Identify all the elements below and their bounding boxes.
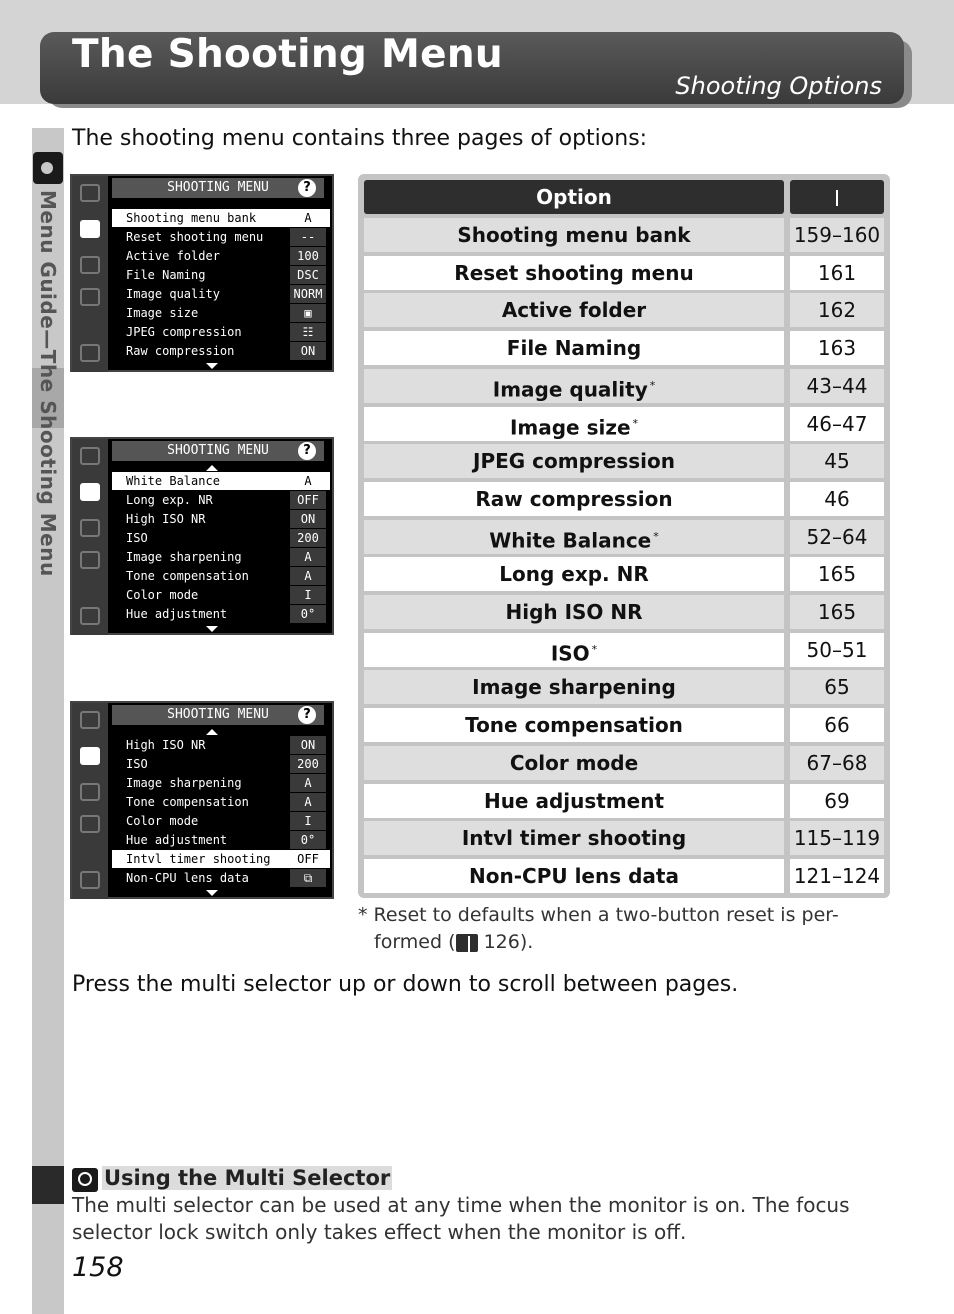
pencil-icon (80, 783, 100, 801)
page-number: 158 (72, 1252, 124, 1283)
scroll-down-icon (206, 890, 218, 896)
option-page: 67–68 (790, 746, 884, 780)
lcd-side-icons (72, 439, 108, 635)
lcd-screen-2 (70, 437, 334, 635)
recent-icon (80, 607, 100, 625)
note-title: Using the Multi Selector (104, 1166, 391, 1190)
lcd-menu-row (112, 247, 330, 265)
lcd-row-name: Raw compression (126, 344, 235, 358)
option-page: 66 (790, 708, 884, 742)
scroll-up-icon (206, 465, 218, 471)
option-page: 163 (790, 331, 884, 365)
book-icon (824, 188, 850, 208)
option-page: 52–64 (790, 520, 884, 554)
lcd-row-value: 0° (290, 831, 326, 849)
book-ref-icon (456, 934, 478, 952)
option-name: Raw compression (364, 482, 784, 516)
table-row (364, 557, 884, 591)
option-name: Active folder (364, 293, 784, 327)
magnifier-note-icon (72, 1168, 98, 1192)
option-name: Image size * (364, 407, 784, 441)
footnote (358, 902, 890, 956)
option-name: Long exp. NR (364, 557, 784, 591)
table-row (364, 784, 884, 818)
lcd-screen-3 (70, 701, 334, 899)
scroll-instruction: Press the multi selector up or down to scroll between pages. (72, 972, 739, 997)
scroll-up-icon (206, 729, 218, 735)
footnote-marker: * (649, 378, 656, 392)
lcd-row-name: Non-CPU lens data (126, 871, 249, 885)
wrench-icon (80, 551, 100, 569)
option-name: Non-CPU lens data (364, 859, 784, 893)
lcd-menu-row (112, 266, 330, 284)
lcd-row-value: A (290, 548, 326, 566)
camera-icon (80, 220, 100, 238)
header-option: Option (364, 180, 784, 214)
lcd-row-name: Shooting menu bank (126, 211, 257, 225)
side-tab-marker-dark (32, 1166, 64, 1204)
lcd-row-name: Color mode (126, 588, 199, 602)
lcd-row-name: Reset shooting menu (126, 230, 264, 244)
option-page: 65 (790, 670, 884, 704)
option-page: 165 (790, 557, 884, 591)
lcd-menu-row (112, 228, 330, 246)
option-name: File Naming (364, 331, 784, 365)
lcd-row-name: Image quality (126, 287, 220, 301)
help-icon: ? (298, 442, 316, 460)
option-name: Color mode (364, 746, 784, 780)
intro-text: The shooting menu contains three pages of options: (72, 126, 648, 151)
lcd-row-value: I (290, 586, 326, 604)
table-row (364, 859, 884, 893)
recent-icon (80, 344, 100, 362)
lcd-title: SHOOTING MENU (112, 178, 324, 198)
option-name: High ISO NR (364, 595, 784, 629)
table-row (364, 670, 884, 704)
lcd-row-name: Image size (126, 306, 199, 320)
lcd-menu-row (112, 605, 330, 623)
table-row (364, 746, 884, 780)
footnote-line2 (358, 929, 890, 956)
lcd-menu-row (112, 342, 330, 360)
footnote-line1: * Reset to defaults when a two-button reset is per- (358, 904, 839, 926)
pencil-icon (80, 256, 100, 274)
option-page: 161 (790, 256, 884, 290)
lcd-row-name: Image sharpening (126, 550, 242, 564)
lcd-row-value: ☷ (290, 323, 326, 341)
option-name: Shooting menu bank (364, 218, 784, 252)
lcd-row-name: Hue adjustment (126, 607, 228, 621)
lcd-menu-row (112, 510, 330, 528)
lcd-row-name: Hue adjustment (126, 833, 228, 847)
option-name: Image quality * (364, 369, 784, 403)
lcd-row-value: A (290, 793, 326, 811)
lcd-row-name: Active folder (126, 249, 220, 263)
lcd-row-name: Tone compensation (126, 795, 249, 809)
page-title: The Shooting Menu (72, 32, 503, 77)
lcd-title: SHOOTING MENU (112, 705, 324, 725)
table-row (364, 482, 884, 516)
camera-icon (80, 483, 100, 501)
playback-icon (80, 711, 100, 729)
lcd-row-value: DSC (290, 266, 326, 284)
lcd-menu-row (112, 529, 330, 547)
option-name: JPEG compression (364, 444, 784, 478)
page-subtitle: Shooting Options (675, 72, 882, 100)
lcd-row-value: NORM (290, 285, 326, 303)
lcd-menu-row (112, 209, 330, 227)
lcd-row-value: OFF (290, 850, 326, 868)
lcd-row-value: A (290, 567, 326, 585)
lcd-menu-row (112, 472, 330, 490)
lcd-menu-row (112, 774, 330, 792)
option-page: 162 (790, 293, 884, 327)
playback-icon (80, 184, 100, 202)
wrench-icon (80, 815, 100, 833)
lcd-row-name: File Naming (126, 268, 206, 282)
footnote-marker: * (591, 642, 598, 656)
lcd-row-name: Image sharpening (126, 776, 242, 790)
option-page: 115–119 (790, 821, 884, 855)
table-row (364, 218, 884, 252)
lcd-row-value: ON (290, 510, 326, 528)
scroll-down-icon (206, 626, 218, 632)
lcd-menu-row (112, 586, 330, 604)
option-page: 69 (790, 784, 884, 818)
lcd-row-value: A (290, 472, 326, 490)
lcd-menu-row (112, 869, 330, 887)
option-name: Reset shooting menu (364, 256, 784, 290)
lcd-row-value: ⧉ (290, 869, 326, 887)
lcd-row-value: A (290, 774, 326, 792)
lcd-row-name: Intvl timer shooting (126, 852, 271, 866)
option-name: Intvl timer shooting (364, 821, 784, 855)
header-page (790, 180, 884, 214)
footnote-line2-prefix: formed ( (374, 931, 456, 953)
lcd-row-name: High ISO NR (126, 738, 206, 752)
option-page: 165 (790, 595, 884, 629)
lcd-menu-row (112, 850, 330, 868)
table-row (364, 293, 884, 327)
lcd-row-value: A (290, 209, 326, 227)
lcd-menu-row (112, 323, 330, 341)
lcd-menu-row (112, 736, 330, 754)
lcd-row-name: High ISO NR (126, 512, 206, 526)
camera-menu-icon (33, 152, 63, 184)
lcd-menu-row (112, 812, 330, 830)
option-page: 50–51 (790, 633, 884, 667)
lcd-row-value: 200 (290, 755, 326, 773)
lcd-menu-row (112, 548, 330, 566)
option-page: 121–124 (790, 859, 884, 893)
option-name: ISO * (364, 633, 784, 667)
lcd-menu-row (112, 567, 330, 585)
option-name: Hue adjustment (364, 784, 784, 818)
table-row (364, 520, 884, 554)
side-tab-label: Menu Guide—The Shooting Menu (36, 190, 60, 577)
table-row (364, 633, 884, 667)
page-header (40, 32, 904, 104)
lcd-row-name: Long exp. NR (126, 493, 213, 507)
recent-icon (80, 871, 100, 889)
lcd-menu-row (112, 285, 330, 303)
lcd-row-value: 0° (290, 605, 326, 623)
table-row (364, 595, 884, 629)
lcd-menu-row (112, 304, 330, 322)
table-row (364, 444, 884, 478)
option-page: 45 (790, 444, 884, 478)
camera-icon (80, 747, 100, 765)
lcd-row-value: ON (290, 736, 326, 754)
footnote-ref: 126). (483, 931, 534, 953)
table-row (364, 369, 884, 403)
lcd-row-value: -- (290, 228, 326, 246)
lcd-row-value: 100 (290, 247, 326, 265)
lcd-row-name: White Balance (126, 474, 220, 488)
lcd-row-name: Color mode (126, 814, 199, 828)
lcd-side-icons (72, 703, 108, 899)
pencil-icon (80, 519, 100, 537)
note-body: The multi selector can be used at any time when the monitor is on. The focus selector lock switch only takes effect when the monitor is off. (72, 1193, 850, 1244)
option-page: 43–44 (790, 369, 884, 403)
lcd-row-name: JPEG compression (126, 325, 242, 339)
lcd-row-value: ▣ (290, 304, 326, 322)
option-name: Image sharpening (364, 670, 784, 704)
options-table (358, 174, 890, 898)
lcd-menu-row (112, 755, 330, 773)
lcd-row-value: OFF (290, 491, 326, 509)
lcd-row-value: 200 (290, 529, 326, 547)
scroll-down-icon (206, 363, 218, 369)
footnote-marker: * (632, 416, 639, 430)
option-page: 159–160 (790, 218, 884, 252)
lcd-row-name: Tone compensation (126, 569, 249, 583)
wrench-icon (80, 288, 100, 306)
lcd-title: SHOOTING MENU (112, 441, 324, 461)
option-page: 46 (790, 482, 884, 516)
lcd-side-icons (72, 176, 108, 372)
lcd-menu-row (112, 831, 330, 849)
option-name: Tone compensation (364, 708, 784, 742)
option-page: 46–47 (790, 407, 884, 441)
option-name: White Balance * (364, 520, 784, 554)
lcd-menu-row (112, 793, 330, 811)
lcd-screen-1 (70, 174, 334, 372)
footnote-marker: * (653, 529, 659, 543)
lcd-menu-row (112, 491, 330, 509)
lcd-row-value: ON (290, 342, 326, 360)
playback-icon (80, 447, 100, 465)
lcd-row-name: ISO (126, 531, 148, 545)
table-row (364, 708, 884, 742)
table-row (364, 821, 884, 855)
help-icon: ? (298, 179, 316, 197)
table-row (364, 407, 884, 441)
table-row (364, 331, 884, 365)
help-icon: ? (298, 706, 316, 724)
lcd-row-name: ISO (126, 757, 148, 771)
lcd-row-value: I (290, 812, 326, 830)
table-row (364, 256, 884, 290)
